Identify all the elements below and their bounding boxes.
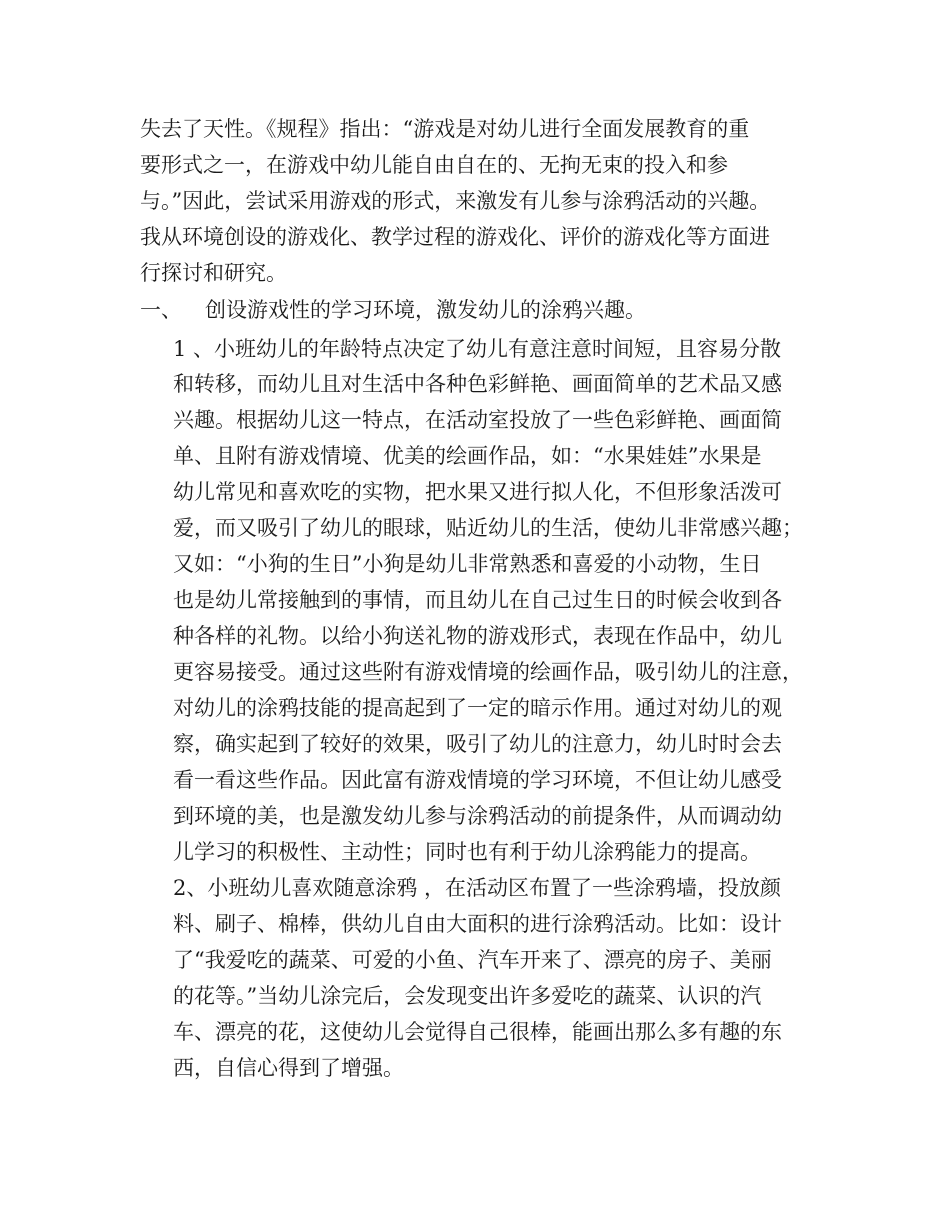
text-line: 西，自信心得到了增强。: [173, 1056, 404, 1080]
text-line: 幼儿常见和喜欢吃的实物，把水果又进行拟人化，不但形象活泼可: [173, 480, 782, 504]
text-line: 和转移，而幼儿且对生活中各种色彩鲜艳、画面简单的艺术品又感: [173, 372, 782, 396]
section-number: 一、: [140, 298, 182, 322]
text-line: 行探讨和研究。: [140, 261, 287, 285]
text-line: 看一看这些作品。因此富有游戏情境的学习环境，不但让幼儿感受: [173, 768, 782, 792]
text-line: 我从环境创设的游戏化、教学过程的游戏化、评价的游戏化等方面进: [140, 225, 770, 249]
text-line: 儿学习的积极性、主动性；同时也有利于幼儿涂鸦能力的提高。: [173, 840, 761, 864]
text-line: 更容易接受。通过这些附有游戏情境的绘画作品，吸引幼儿的注意，: [173, 660, 803, 684]
text-line: 种各样的礼物。以给小狗送礼物的游戏形式，表现在作品中，幼儿: [173, 624, 782, 648]
text-line: 了“我爱吃的蔬菜、可爱的小鱼、汽车开来了、漂亮的房子、美丽: [173, 948, 772, 972]
text-line: 料、刷子、棉棒，供幼儿自由大面积的进行涂鸦活动。比如：设计: [173, 912, 782, 936]
text-line: 又如：“小狗的生日”小狗是幼儿非常熟悉和喜爱的小动物，生日: [173, 552, 762, 576]
text-line: 察，确实起到了较好的效果，吸引了幼儿的注意力，幼儿时时会去: [173, 732, 782, 756]
section-title: 创设游戏性的学习环境，激发幼儿的涂鸦兴趣。: [205, 298, 646, 322]
text-line: 单、且附有游戏情境、优美的绘画作品，如：“水果娃娃”水果是: [173, 444, 762, 468]
text-line: 与。”因此，尝试采用游戏的形式，来激发有儿参与涂鸦活动的兴趣。: [140, 189, 771, 213]
text-line: 车、漂亮的花，这使幼儿会觉得自己很棒，能画出那么多有趣的东: [173, 1020, 782, 1044]
text-line: 爱，而又吸引了幼儿的眼球，贴近幼儿的生活，使幼儿非常感兴趣；: [173, 516, 803, 540]
text-line: 1 、小班幼儿的年龄特点决定了幼儿有意注意时间短，且容易分散: [173, 337, 782, 361]
text-line: 到环境的美，也是激发幼儿参与涂鸦活动的前提条件，从而调动幼: [173, 804, 782, 828]
text-line: 的花等。”当幼儿涂完后，会发现变出许多爱吃的蔬菜、认识的汽: [173, 984, 762, 1008]
text-line: 失去了天性。《规程》指出：“游戏是对幼儿进行全面发展教育的重: [140, 117, 750, 141]
text-line: 对幼儿的涂鸦技能的提高起到了一定的暗示作用。通过对幼儿的观: [173, 696, 782, 720]
text-line: 要形式之一，在游戏中幼儿能自由自在的、无拘无束的投入和参: [140, 153, 728, 177]
text-line: 兴趣。根据幼儿这一特点，在活动室投放了一些色彩鲜艳、画面简: [173, 408, 782, 432]
text-line: 也是幼儿常接触到的事情，而且幼儿在自己过生日的时候会收到各: [173, 588, 782, 612]
text-line: 2、小班幼儿喜欢随意涂鸦 ，在活动区布置了一些涂鸦墙，投放颜: [173, 876, 782, 900]
